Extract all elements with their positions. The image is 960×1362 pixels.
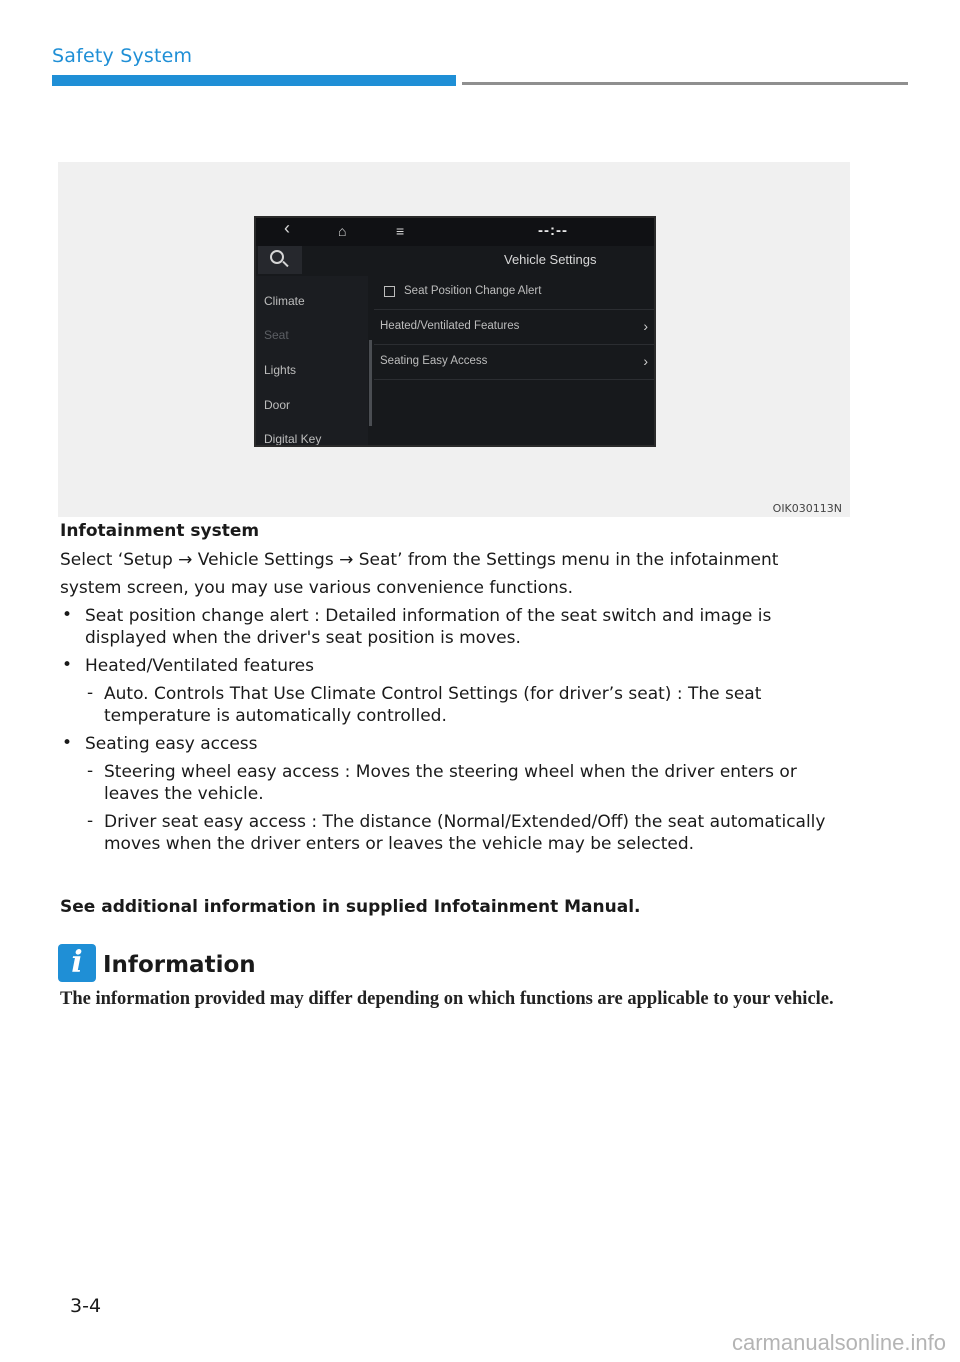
row-heated-ventilated-features — [374, 311, 654, 345]
search-icon — [270, 250, 284, 264]
back-icon: ‹ — [284, 218, 290, 238]
dash-mark: - — [87, 811, 94, 831]
header-rule-gray — [462, 82, 908, 85]
row-label: Seat Position Change Alert — [404, 285, 542, 297]
bullet-seating-easy-access: Seating easy access — [85, 734, 258, 754]
bullet-dot: • — [62, 605, 73, 625]
bullet-dot: • — [62, 655, 73, 675]
row-seating-easy-access — [374, 346, 654, 380]
info-title: Information — [103, 952, 256, 978]
sidebar-item-climate: Climate — [264, 294, 305, 308]
row-label: Heated/Ventilated Features — [380, 320, 520, 332]
dash-mark: - — [87, 761, 94, 781]
sidebar-item-lights: Lights — [264, 363, 297, 377]
info-text: The information provided may differ depending on which functions are applicable to your vehicle. — [60, 989, 834, 1009]
watermark: carmanualsonline.info — [731, 1330, 946, 1355]
intro-line-2: system screen, you may use various convenience functions. — [60, 578, 574, 598]
home-icon: ⌂ — [338, 223, 347, 239]
bullet-heated-ventilated: Heated/Ventilated features — [85, 656, 314, 676]
sidebar-item-digital-key: Digital Key — [264, 432, 322, 446]
row-seat-position-change-alert — [374, 276, 654, 310]
section-title: Safety System — [52, 45, 193, 67]
sub-auto-controls: Auto. Controls That Use Climate Control Settings (for driver’s seat) : The seat temperature is automatically controlled. — [104, 684, 762, 726]
checkbox — [384, 286, 395, 297]
see-also-note: See additional information in supplied Infotainment Manual. — [60, 897, 641, 917]
chevron-right-icon: › — [643, 318, 648, 334]
figure — [58, 162, 850, 517]
sub-driver-seat-easy-access: Driver seat easy access : The distance (Normal/Extended/Off) the seat automatically moves when the driver enters or leaves the vehicle may be selected. — [104, 812, 826, 854]
figure-code: OIK030113N — [772, 502, 842, 515]
row-label: Seating Easy Access — [380, 355, 488, 367]
subheading: Infotainment system — [60, 521, 260, 541]
screen-title: Vehicle Settings — [504, 252, 597, 267]
bullet-dot: • — [62, 733, 73, 753]
dash-mark: - — [87, 683, 94, 703]
clock: --:-- — [538, 222, 568, 239]
infotainment-screen — [254, 216, 656, 447]
scroll-indicator — [369, 340, 372, 426]
sub-steering-wheel-easy-access: Steering wheel easy access : Moves the steering wheel when the driver enters or leaves the vehicle. — [104, 762, 797, 804]
search-box — [258, 246, 302, 274]
bullet-seat-position-change-alert: Seat position change alert : Detailed information of the seat switch and image is displayed when the driver's seat position is moves. — [85, 606, 772, 648]
intro-line-1: Select ‘Setup → Vehicle Settings → Seat’ from the Settings menu in the infotainment — [60, 550, 779, 570]
menu-icon: ≡ — [396, 223, 405, 239]
header-rule-blue — [52, 75, 456, 86]
settings-sidebar — [256, 276, 368, 447]
info-icon: i — [58, 944, 96, 982]
sidebar-item-door: Door — [264, 398, 291, 412]
top-bar — [256, 218, 654, 246]
page-number: 3-4 — [70, 1295, 102, 1317]
chevron-right-icon: › — [643, 353, 648, 369]
sidebar-item-seat: Seat — [264, 328, 289, 342]
